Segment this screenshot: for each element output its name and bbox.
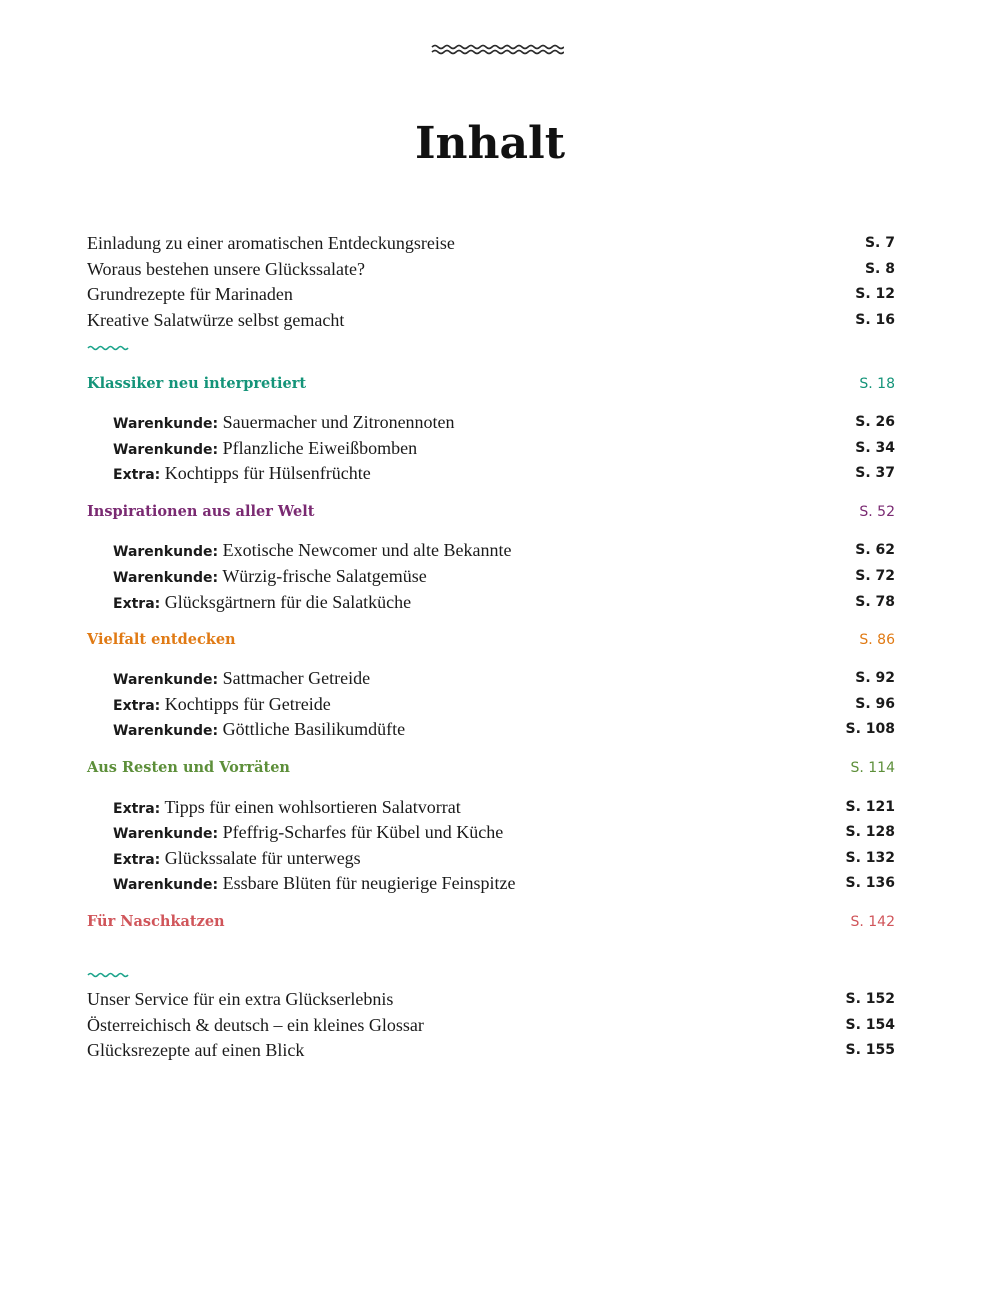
toc-entry-page: S. 7: [864, 235, 895, 251]
toc-subentry-page: S. 26: [855, 414, 895, 430]
toc-entry-label: Einladung zu einer aromatischen Entdeckungsreise: [87, 233, 455, 253]
toc-entry[interactable]: [87, 307, 895, 333]
toc-subentry-prefix: Extra:: [113, 698, 161, 714]
toc-subentry-label: Kochtipps für Getreide: [164, 694, 331, 714]
toc-subentry-prefix: Warenkunde:: [113, 570, 219, 586]
toc-subentry-prefix: Extra:: [113, 467, 161, 483]
toc-subentry-prefix: Warenkunde:: [113, 442, 219, 458]
toc-subentry-label: Kochtipps für Hülsenfrüchte: [164, 463, 371, 483]
toc-entry-label: Glücksrezepte auf einen Blick: [87, 1040, 305, 1060]
toc-chapter-page: S. 142: [850, 914, 895, 930]
toc-subentry-prefix: Warenkunde:: [113, 672, 219, 688]
toc-subentry-prefix: Warenkunde:: [113, 544, 219, 560]
toc-subentry-label: Glückssalate für unterwegs: [164, 848, 361, 868]
toc-subentry[interactable]: [87, 589, 895, 615]
toc-chapter-label: Klassiker neu interpretiert: [87, 375, 307, 392]
toc-subentry-page: S. 128: [845, 824, 895, 840]
toc-subentry-page: S. 132: [845, 850, 895, 866]
toc-entry-page: S. 8: [864, 261, 895, 277]
toc-subentry[interactable]: [87, 435, 895, 461]
toc-subentry-prefix: Warenkunde:: [113, 826, 219, 842]
toc-subentry[interactable]: [87, 563, 895, 589]
top-wave-ornament: [430, 42, 564, 56]
toc-subentry-prefix: Warenkunde:: [113, 877, 219, 893]
toc-entry[interactable]: [87, 281, 895, 307]
toc-subentry-label: Exotische Newcomer und alte Bekannte: [222, 540, 512, 560]
toc-subentry-prefix: Extra:: [113, 596, 161, 612]
toc-subentry[interactable]: [87, 845, 895, 871]
toc-entry[interactable]: [87, 986, 895, 1012]
toc-subentry-page: S. 34: [855, 440, 895, 456]
section-wave-divider: [87, 971, 131, 979]
page-title: Inhalt: [414, 118, 566, 169]
toc-subentry-page: S. 96: [855, 696, 895, 712]
toc-subentry-page: S. 37: [855, 465, 895, 481]
toc-chapter-page: S. 86: [859, 632, 895, 648]
toc-subentry[interactable]: [87, 870, 895, 896]
toc-subentry-prefix: Warenkunde:: [113, 723, 219, 739]
toc-subentry-page: S. 62: [855, 542, 895, 558]
toc-entry-page: S. 12: [855, 286, 895, 302]
toc-entry-label: Kreative Salatwürze selbst gemacht: [87, 310, 345, 330]
toc-subentry[interactable]: [87, 665, 895, 691]
toc-chapter-label: Vielfalt entdecken: [87, 631, 236, 648]
toc-subentry-page: S. 78: [855, 594, 895, 610]
toc-chapter-page: S. 52: [859, 504, 895, 520]
toc-subentry-label: Tipps für einen wohlsortieren Salatvorrat: [164, 797, 461, 817]
toc-chapter[interactable]: [87, 627, 895, 653]
toc-subentry[interactable]: [87, 794, 895, 820]
toc-subentry-page: S. 108: [845, 721, 895, 737]
toc-entry-label: Woraus bestehen unsere Glückssalate?: [87, 259, 365, 279]
section-wave-divider: [87, 344, 131, 352]
toc-subentry-label: Pfeffrig-Scharfes für Kübel und Küche: [222, 822, 504, 842]
toc-chapter-page: S. 114: [850, 760, 895, 776]
toc-subentry-label: Pflanzliche Eiweißbomben: [222, 438, 418, 458]
toc-entry-label: Unser Service für ein extra Glückserlebnis: [87, 989, 394, 1009]
toc-entry-page: S. 16: [855, 312, 895, 328]
toc-entry-page: S. 155: [845, 1042, 895, 1058]
toc-subentry-label: Würzig-frische Salatgemüse: [222, 566, 427, 586]
toc-entry[interactable]: [87, 1012, 895, 1038]
toc-subentry-prefix: Warenkunde:: [113, 416, 219, 432]
toc-entry[interactable]: [87, 1037, 895, 1063]
toc-subentry[interactable]: [87, 537, 895, 563]
toc-subentry-page: S. 92: [855, 670, 895, 686]
toc-chapter[interactable]: [87, 755, 895, 781]
toc-subentry-page: S. 121: [845, 799, 895, 815]
toc-subentry-label: Sattmacher Getreide: [222, 668, 371, 688]
toc-subentry[interactable]: [87, 691, 895, 717]
toc-chapter-label: Für Naschkatzen: [87, 913, 225, 930]
toc-subentry-page: S. 72: [855, 568, 895, 584]
toc-entry[interactable]: [87, 230, 895, 256]
toc-subentry[interactable]: [87, 460, 895, 486]
toc-subentry[interactable]: [87, 716, 895, 742]
toc-subentry[interactable]: [87, 409, 895, 435]
toc-entry-page: S. 154: [845, 1017, 895, 1033]
toc-subentry-page: S. 136: [845, 875, 895, 891]
toc-chapter[interactable]: [87, 499, 895, 525]
toc-subentry-label: Glücksgärtnern für die Salatküche: [164, 592, 412, 612]
toc-chapter-label: Inspirationen aus aller Welt: [87, 503, 315, 520]
toc-chapter-label: Aus Resten und Vorräten: [87, 759, 290, 776]
toc-chapter[interactable]: [87, 909, 895, 935]
toc-subentry[interactable]: [87, 819, 895, 845]
toc-entry-page: S. 152: [845, 991, 895, 1007]
toc-subentry-prefix: Extra:: [113, 852, 161, 868]
toc-entry[interactable]: [87, 256, 895, 282]
toc-entry-label: Österreichisch & deutsch – ein kleines Glossar: [87, 1015, 424, 1035]
toc-subentry-label: Sauermacher und Zitronennoten: [222, 412, 455, 432]
toc-chapter[interactable]: [87, 371, 895, 397]
toc-chapter-page: S. 18: [859, 376, 895, 392]
toc-subentry-label: Göttliche Basilikumdüfte: [222, 719, 406, 739]
toc-subentry-label: Essbare Blüten für neugierige Feinspitze: [222, 873, 516, 893]
toc-subentry-prefix: Extra:: [113, 801, 161, 817]
toc-entry-label: Grundrezepte für Marinaden: [87, 284, 293, 304]
